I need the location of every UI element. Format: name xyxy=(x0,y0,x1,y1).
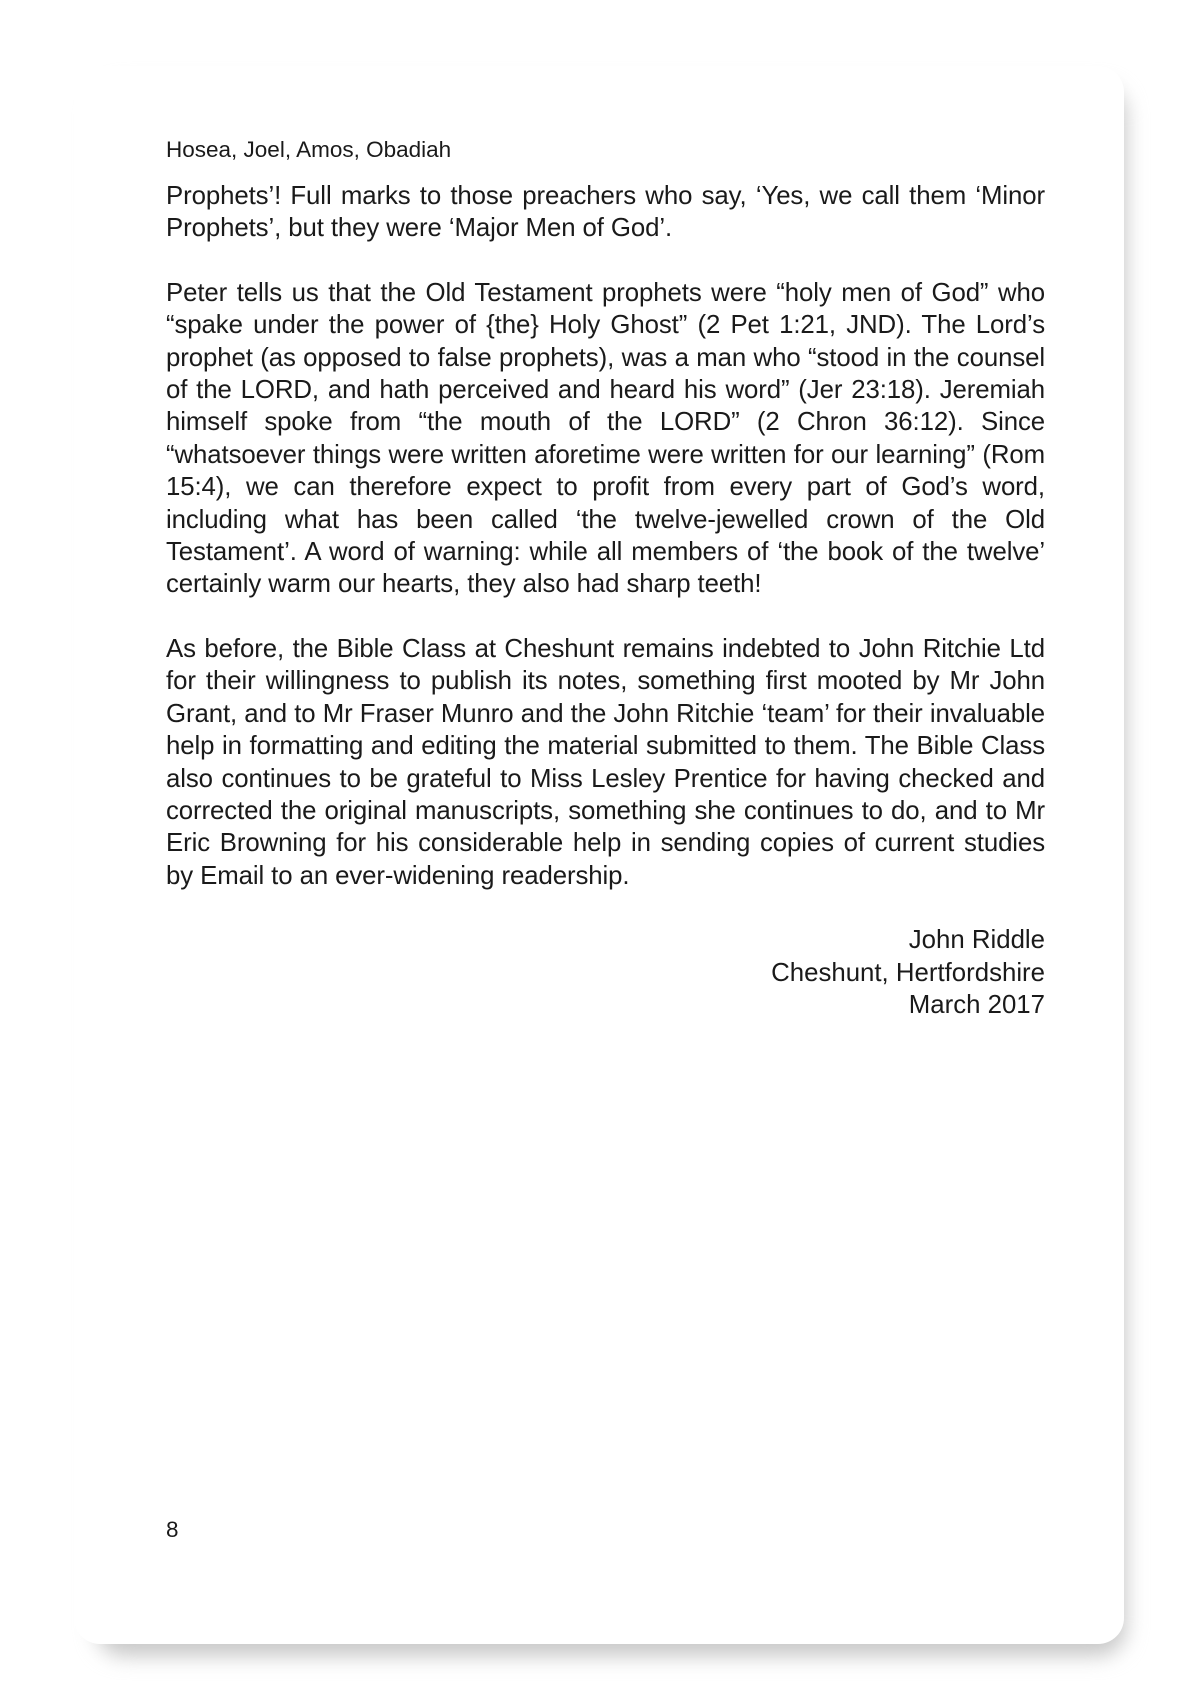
running-head: Hosea, Joel, Amos, Obadiah xyxy=(166,137,452,162)
body-paragraph-2: Peter tells us that the Old Testament prophets were “holy men of God” who “spake under the power of {the} Holy Ghost” (2 Pet 1:21, JND). The Lord’s prophet (as opposed to false prophets), was a man who “stood in the counsel of the LORD, and hath perceived and heard his word” (Jer 23:18). Jeremiah himself spoke from “the mouth of the LORD” (2 Chron 36:12). Since “whatsoever things were written aforetime were written for our learning” (Rom 15:4), we can therefore expect to profit from every part of God’s word, including what has been called ‘the twelve-jewelled crown of the Old Testament’. A word of warning: while all members of ‘the book of the twelve’ certainly warm our hearts, they also had sharp teeth! xyxy=(166,278,1045,599)
page-content xyxy=(166,134,1045,1021)
signature-block xyxy=(166,924,1045,1021)
page-number: 8 xyxy=(166,1517,179,1542)
signature-name: John Riddle xyxy=(908,926,1045,955)
signature-place: Cheshunt, Hertfordshire xyxy=(771,958,1045,987)
body-paragraph-3: As before, the Bible Class at Cheshunt remains indebted to John Ritchie Ltd for their willingness to publish its notes, something first mooted by Mr John Grant, and to Mr Fraser Munro and the John Ritchie ‘team’ for their invaluable help in formatting and editing the material submitted to them. The Bible Class also continues to be grateful to Miss Lesley Prentice for having checked and corrected the original manuscripts, something she continues to do, and to Mr Eric Browning for his considerable help in sending copies of current studies by Email to an ever-widening readership. xyxy=(166,634,1045,890)
signature-date: March 2017 xyxy=(908,990,1045,1019)
body-paragraph-1: Prophets’! Full marks to those preachers who say, ‘Yes, we call them ‘Minor Prophets’, but they were ‘Major Men of God’. xyxy=(166,182,1045,243)
